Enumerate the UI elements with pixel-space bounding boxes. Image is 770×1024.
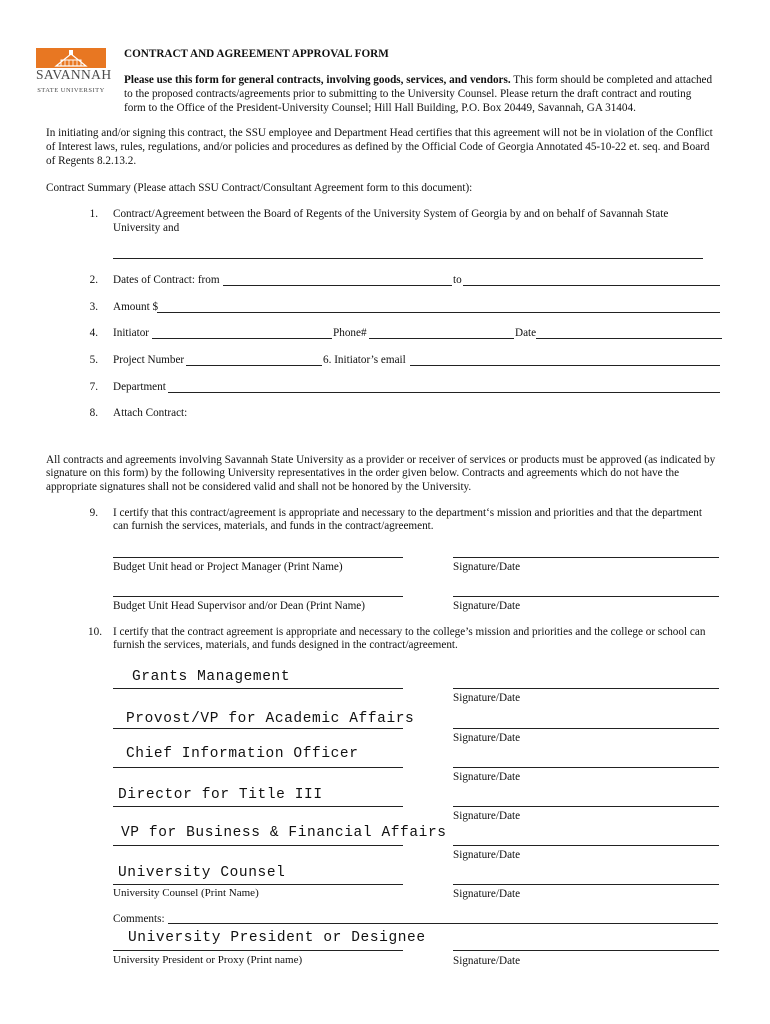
president-print-label: University President or Proxy (Print name) xyxy=(113,954,303,966)
intro-bold: Please use this form for general contracts, involving goods, services, and vendors. xyxy=(124,74,511,86)
budget-head-signature-label: Signature/Date xyxy=(453,561,521,573)
project-number-label: Project Number xyxy=(113,354,185,366)
supervisor-signature-label: Signature/Date xyxy=(453,600,521,612)
provost-signature-field[interactable] xyxy=(453,728,719,729)
form-title: CONTRACT AND AGREEMENT APPROVAL FORM xyxy=(124,48,389,60)
title-iii-name: Director for Title III xyxy=(118,787,323,803)
budget-head-label: Budget Unit head or Project Manager (Print Name) xyxy=(113,561,343,573)
cio-field[interactable] xyxy=(113,767,403,768)
cio-name: Chief Information Officer xyxy=(126,746,359,762)
item-1-number: 1. xyxy=(89,208,98,220)
president-name: University President or Designee xyxy=(128,930,426,946)
budget-head-name-field[interactable] xyxy=(113,557,403,558)
intro-rest: This form should be completed and attached xyxy=(510,74,713,86)
president-signature-field[interactable] xyxy=(453,950,719,951)
counsel-signature-label: Signature/Date xyxy=(453,888,521,900)
initiator-label: Initiator xyxy=(113,327,150,339)
counsel-name: University Counsel xyxy=(118,865,286,881)
intro-line-3: form to the Office of the President-University Counsel; Hill Hall Building, P.O. Box 20449, Savannah, GA 31404. xyxy=(124,102,636,114)
item-1-line-2: University and xyxy=(113,222,180,234)
intro-line-2: to the proposed contracts/agreements prior to submitting to the University Counsel. Please return the draft contract and routing xyxy=(124,88,692,100)
supervisor-signature-field[interactable] xyxy=(453,596,719,597)
approval-line-2: signature on this form) by the following University representatives in the order given below. Contracts and agreements which do not have the xyxy=(46,467,680,479)
title-iii-signature-label: Signature/Date xyxy=(453,810,521,822)
counsel-print-label: University Counsel (Print Name) xyxy=(113,887,259,899)
item-10-line-1: I certify that the contract agreement is appropriate and necessary to the college’s mission and priorities and the college or school can xyxy=(113,626,706,638)
certify-line-3: of Regents 8.2.13.2. xyxy=(46,155,137,167)
budget-head-signature-field[interactable] xyxy=(453,557,719,558)
dates-label: Dates of Contract: from xyxy=(113,274,220,286)
initiator-email-label: 6. Initiator’s email xyxy=(323,354,406,366)
logo-subtitle: STATE UNIVERSITY xyxy=(37,87,105,94)
counsel-signature-field[interactable] xyxy=(453,884,719,885)
phone-label: Phone# xyxy=(333,327,367,339)
vp-business-signature-label: Signature/Date xyxy=(453,849,521,861)
supervisor-label: Budget Unit Head Supervisor and/or Dean (Print Name) xyxy=(113,600,365,612)
item-5-number: 5. xyxy=(89,354,98,366)
amount-field[interactable] xyxy=(157,312,720,313)
initiator-email-field[interactable] xyxy=(410,365,720,366)
item-9-line-1: I certify that this contract/agreement is appropriate and necessary to the department‘s mission and priorities and that the department xyxy=(113,507,703,519)
provost-signature-label: Signature/Date xyxy=(453,732,521,744)
item-1-party-field[interactable] xyxy=(113,258,703,259)
vp-business-name: VP for Business & Financial Affairs xyxy=(121,825,447,841)
grants-signature-field[interactable] xyxy=(453,688,719,689)
grants-signature-label: Signature/Date xyxy=(453,692,521,704)
initiator-date-field[interactable] xyxy=(536,338,722,339)
department-field[interactable] xyxy=(168,392,720,393)
item-9-line-2: can furnish the services, materials, and funds in the contract/agreement. xyxy=(113,520,434,532)
intro-line-1 xyxy=(124,73,744,87)
item-10-line-2: furnish the services, materials, and funds designed in the contract/agreement. xyxy=(113,639,458,651)
president-field[interactable] xyxy=(113,950,403,951)
vp-business-signature-field[interactable] xyxy=(453,845,719,846)
initiator-field[interactable] xyxy=(152,338,332,339)
vp-business-field[interactable] xyxy=(113,845,403,846)
project-number-field[interactable] xyxy=(186,365,322,366)
approval-line-3: appropriate signatures shall not be considered valid and shall not be honored by the University. xyxy=(46,481,472,493)
item-4-number: 4. xyxy=(89,327,98,339)
date-to-label: to xyxy=(453,274,462,286)
provost-field[interactable] xyxy=(113,728,403,729)
item-9-number: 9. xyxy=(89,507,98,519)
date-from-field[interactable] xyxy=(223,285,452,286)
logo-name: SAVANNAH xyxy=(36,67,112,82)
provost-name: Provost/VP for Academic Affairs xyxy=(126,711,415,727)
item-10-number: 10. xyxy=(88,626,102,638)
comments-field[interactable] xyxy=(168,923,718,924)
certify-line-2: of Interest laws, rules, regulations, and/or policies and procedures as defined by the Official Code of Georgia Annotated 45-10-22 et. seq. and Board xyxy=(46,141,710,153)
cio-signature-label: Signature/Date xyxy=(453,771,521,783)
date-to-field[interactable] xyxy=(463,285,720,286)
item-8-number: 8. xyxy=(89,407,98,419)
item-2-number: 2. xyxy=(89,274,98,286)
item-7-number: 7. xyxy=(89,381,98,393)
grants-management-name: Grants Management xyxy=(132,669,291,685)
grants-management-field[interactable] xyxy=(113,688,403,689)
attach-contract-label: Attach Contract: xyxy=(113,407,188,419)
item-3-number: 3. xyxy=(89,301,98,313)
phone-field[interactable] xyxy=(369,338,514,339)
university-logo xyxy=(36,48,112,104)
supervisor-name-field[interactable] xyxy=(113,596,403,597)
counsel-field[interactable] xyxy=(113,884,403,885)
comments-label: Comments: xyxy=(113,913,165,925)
amount-label: Amount $ xyxy=(113,301,159,313)
department-label: Department xyxy=(113,381,166,393)
item-1-line-1: Contract/Agreement between the Board of Regents of the University System of Georgia by and on behalf of Savannah State xyxy=(113,208,669,220)
summary-heading: Contract Summary (Please attach SSU Contract/Consultant Agreement form to this document): xyxy=(46,182,473,194)
initiator-date-label: Date xyxy=(515,327,537,339)
approval-line-1: All contracts and agreements involving Savannah State University as a provider or receiver of services or products must be approved (as indicated by xyxy=(46,454,716,466)
president-signature-label: Signature/Date xyxy=(453,955,521,967)
title-iii-signature-field[interactable] xyxy=(453,806,719,807)
title-iii-field[interactable] xyxy=(113,806,403,807)
cio-signature-field[interactable] xyxy=(453,767,719,768)
certify-line-1: In initiating and/or signing this contract, the SSU employee and Department Head certifies that this agreement will not be in violation of the Conflict xyxy=(46,127,713,139)
